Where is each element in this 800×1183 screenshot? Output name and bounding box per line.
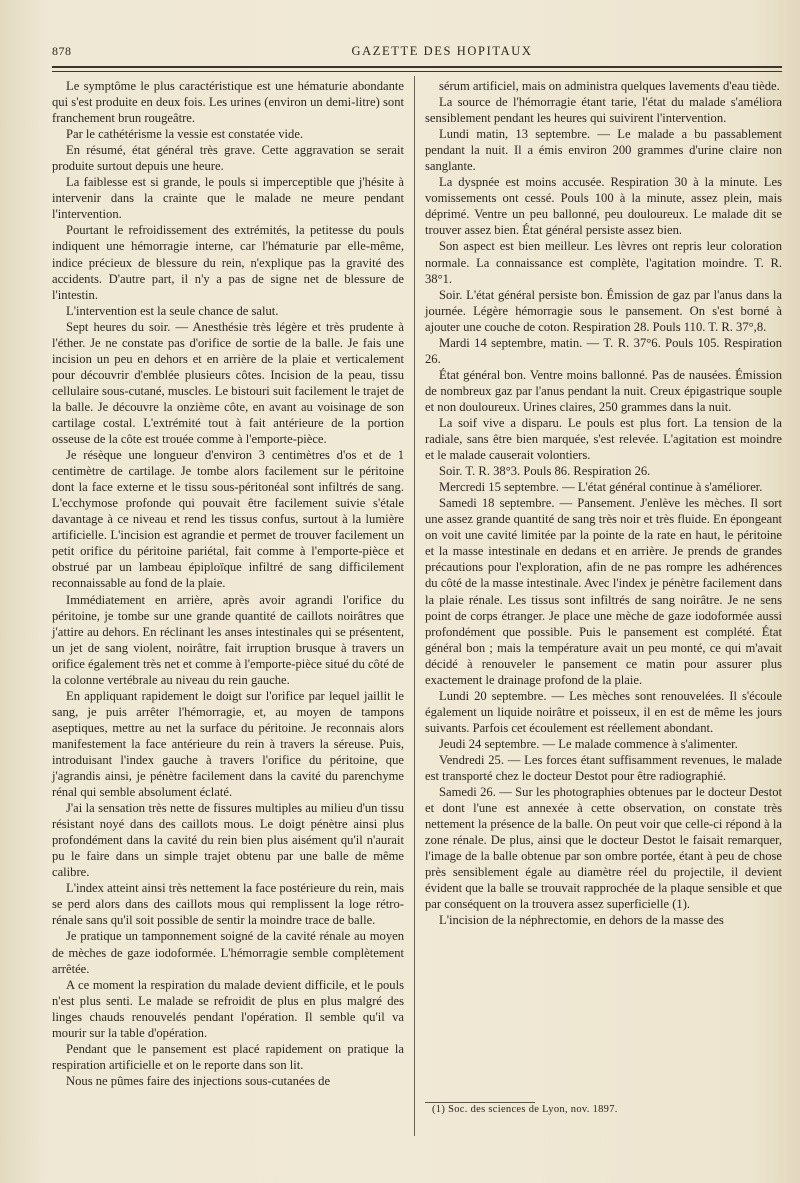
paragraph: sérum artificiel, mais on administra quelques lavements d'eau tiède. <box>439 79 780 93</box>
paragraph: Pourtant le refroidissement des extrémités, la petitesse du pouls indiquent une hémorragie interne, car l'hématurie par elle-même, indice précieux de blessure du rein, n'explique pas la gravité des accidents. D'autre part, il n'y a pas de signe net de blessure de l'intestin. <box>52 223 404 302</box>
paragraph: La dyspnée est moins accusée. Respiration 30 à la minute. Les vomissements ont cessé. Pouls 100 à la minute, assez plein, mais déprimé. Ventre un peu ballonné, peu douloureux. Le malade dit se trouver assez bien. État général persiste assez bien. <box>425 175 782 238</box>
paragraph: État général bon. Ventre moins ballonné. Pas de nausées. Émission de nombreux gaz par l'anus pendant la nuit. Creux épigastrique souple et non douloureux. Urines claires, 250 grammes dans la nuit. <box>425 367 782 414</box>
paragraph: Samedi 18 septembre. — Pansement. J'enlève les mèches. Il sort une assez grande quantité de sang très noir et très fluide. En épongeant on voit une cavité limitée par la pointe de la rate en haut, le péritoine et la masse intestinale en dedans et en arrière. Je prends de grandes précautions pour l'exploration, afin de ne pas rompre les adhérences du côté de la masse intestinale. Avec l'index je pénètre facilement dans la plaie rénale. Les tissus sont infiltrés de sang noirâtre. Je ne sens point de corps étranger. Je place une mèche de gaze iodoformée aussi profondément que possible. Puis le pansement est complété. État général bon ; mais la température avait un peu monté, ce qui m'avait décidé à renouveler le pansement ce matin pour assurer plus exactement le drainage profond de la plaie. <box>425 496 782 687</box>
paragraph: Son aspect est bien meilleur. Les lèvres ont repris leur coloration normale. La connaissance est complète, l'agitation moindre. T. R. 38°1. <box>425 239 782 286</box>
left-column <box>52 78 404 1089</box>
paragraph: Je résèque une longueur d'environ 3 centimètres d'os et de 1 centimètre de cartilage. Je tombe alors facilement sur le péritoine dont la face externe et le tissu sous-péritonéal sont infiltrés de sang. L'ecchymose profonde qui pouvait être facilement suivie s'étale davantage à ce niveau et rend les tissus confus, surtout à la lumière artificielle. L'incision est agrandie et permet de trouver facilement un petit orifice du péritoine pariétal, fait comme à l'emporte-pièce et obstrué par un lambeau épiploïque infiltré de sang difficilement reconnaissable au fond de la plaie. <box>52 448 404 591</box>
paragraph: Lundi 20 septembre. — Les mèches sont renouvelées. Il s'écoule également un liquide noirâtre et poisseux, il en est de même les jours suivants. Parfois cet écoulement est réellement abondant. <box>425 688 782 735</box>
paragraph: La faiblesse est si grande, le pouls si imperceptible que j'hésite à intervenir dans la crainte que le malade ne meure pendant l'intervention. <box>52 175 404 222</box>
paragraph: Sept heures du soir. — Anesthésie très légère et très prudente à l'éther. Je ne constate pas d'orifice de sortie de la balle. Je fais une incision un peu en dehors et en arrière de la plaie et verticalement pour découvrir d'emblée plusieurs côtes. Incision de la peau, tissu cellulaire sous-cutané, muscles. Le bistouri suit facilement le trajet de la balle. Je découvre la onzième côte, en avant au voisinage de son cartilage costal. L'extrémité tout à fait antérieure de la portion osseuse de la côte est trouée comme à l'emporte-pièce. <box>52 319 404 447</box>
paragraph: Vendredi 25. — Les forces étant suffisamment revenues, le malade est transporté chez le docteur Destot pour être radiographié. <box>425 752 782 784</box>
paragraph: En appliquant rapidement le doigt sur l'orifice par lequel jaillit le sang, je puis arrêter l'hémorragie, et, au moyen de tampons aseptiques, mettre au net la surface du péritoine. Je reconnais alors manifestement la face antérieure du rein à travers la séreuse. Puis, introduisant l'index gauche à travers l'orifice du péritoine, que j'agrandis ainsi, je pénètre facilement dans la cavité du parenchyme rénal qui semble absolument éclaté. <box>52 688 404 800</box>
paragraph: Samedi 26. — Sur les photographies obtenues par le docteur Destot et dont l'une est annexée à cette observation, on constate très nettement la présence de la balle. On peut voir que celle-ci répond à la zone rénale. De plus, ainsi que le docteur Destot le faisait remarquer, l'image de la balle obtenue par son ombre portée, étant à peu de chose près sensiblement égale au diamètre réel du projectile, il devient évident que la balle se trouvait rapprochée de la plaque sensible et que par conséquent on la trouvera assez superficielle (1). <box>425 785 782 912</box>
right-column <box>425 78 782 928</box>
paragraph: J'ai la sensation très nette de fissures multiples au milieu d'un tissu résistant noyé dans des caillots mous. Le doigt pénètre ainsi plus profondément dans la cavité du rein bien plus aisément qu'il n'aurait pu le faire dans un simple trajet obtenu par une balle de même calibre. <box>52 801 404 880</box>
paragraph: L'intervention est la seule chance de salut. <box>66 303 279 318</box>
header-rule-thin <box>52 71 782 72</box>
paragraph: L'index atteint ainsi très nettement la face postérieure du rein, mais se perd alors dans des caillots mous qui remplissent la loge rétro-rénale sans qu'il soit possible de sentir la moindre trace de balle. <box>52 881 404 928</box>
paragraph: Soir. L'état général persiste bon. Émission de gaz par l'anus dans la journée. Légère hémorragie sous le pansement. On s'est borné à ajouter une couche de coton. Respiration 28. Pouls 110. T. R. 37°,8. <box>425 287 782 334</box>
paragraph: En résumé, état général très grave. Cette aggravation se serait produite surtout depuis une heure. <box>52 143 404 174</box>
footnote: (1) Soc. des sciences de Lyon, nov. 1897. <box>432 1104 618 1115</box>
header-rule <box>52 66 782 68</box>
footnote-rule <box>425 1102 535 1103</box>
paragraph: Immédiatement en arrière, après avoir agrandi l'orifice du péritoine, je tombe sur une grande quantité de caillots noirâtres que j'attire au dehors. En réclinant les anses intestinales qui se présentent, un jet de sang violent, noirâtre, fait irruption brusque à travers un orifice également très net et comme à l'emporte-pièce situé du côté de la colonne vertébrale au niveau du rein gauche. <box>52 592 404 687</box>
column-divider <box>414 76 415 1136</box>
paragraph: Par le cathétérisme la vessie est constatée vide. <box>66 127 304 142</box>
paragraph: Nous ne pûmes faire des injections sous-cutanées de <box>66 1073 331 1088</box>
paragraph: La soif vive a disparu. Le pouls est plus fort. La tension de la radiale, sans être bien marquée, s'est relevée. L'agitation est moindre et le malade causerait volontiers. <box>425 415 782 463</box>
paragraph: Jeudi 24 septembre. — Le malade commence à s'alimenter. <box>439 736 738 751</box>
page-number: 878 <box>52 44 72 58</box>
paragraph: L'incision de la néphrectomie, en dehors de la masse des <box>439 913 724 928</box>
paragraph: La source de l'hémorragie étant tarie, l'état du malade s'améliora sensiblement pendant les heures qui suivirent l'intervention. <box>425 95 782 126</box>
paragraph: Soir. T. R. 38°3. Pouls 86. Respiration 26. <box>439 464 651 479</box>
paragraph: Pendant que le pansement est placé rapidement on pratique la respiration artificielle et on le reporte dans son lit. <box>52 1041 404 1072</box>
paragraph: Lundi matin, 13 septembre. — Le malade a bu passablement pendant la nuit. Il a émis environ 200 grammes d'urine claire non sanglante. <box>425 127 782 174</box>
paragraph: Mardi 14 septembre, matin. — T. R. 37°6. Pouls 105. Respiration 26. <box>425 335 782 366</box>
paragraph: Mercredi 15 septembre. — L'état général continue à s'améliorer. <box>439 480 763 495</box>
running-title: GAZETTE DES HOPITAUX <box>351 44 533 58</box>
paragraph: Le symptôme le plus caractéristique est une hématurie abondante qui s'est produite en deux fois. Les urines (environ un demi-litre) sont franchement brun rougeâtre. <box>52 79 404 126</box>
paragraph: A ce moment la respiration du malade devient difficile, et le pouls n'est plus senti. Le malade se refroidit de plus en plus malgré des linges chauds renouvelés pendant l'opération. Il semble qu'il va mourir sur la table d'opération. <box>52 977 404 1040</box>
paragraph: Je pratique un tamponnement soigné de la cavité rénale au moyen de mèches de gaze iodoformée. L'hémorragie semble complètement arrêtée. <box>52 929 404 976</box>
page-header <box>52 44 782 64</box>
